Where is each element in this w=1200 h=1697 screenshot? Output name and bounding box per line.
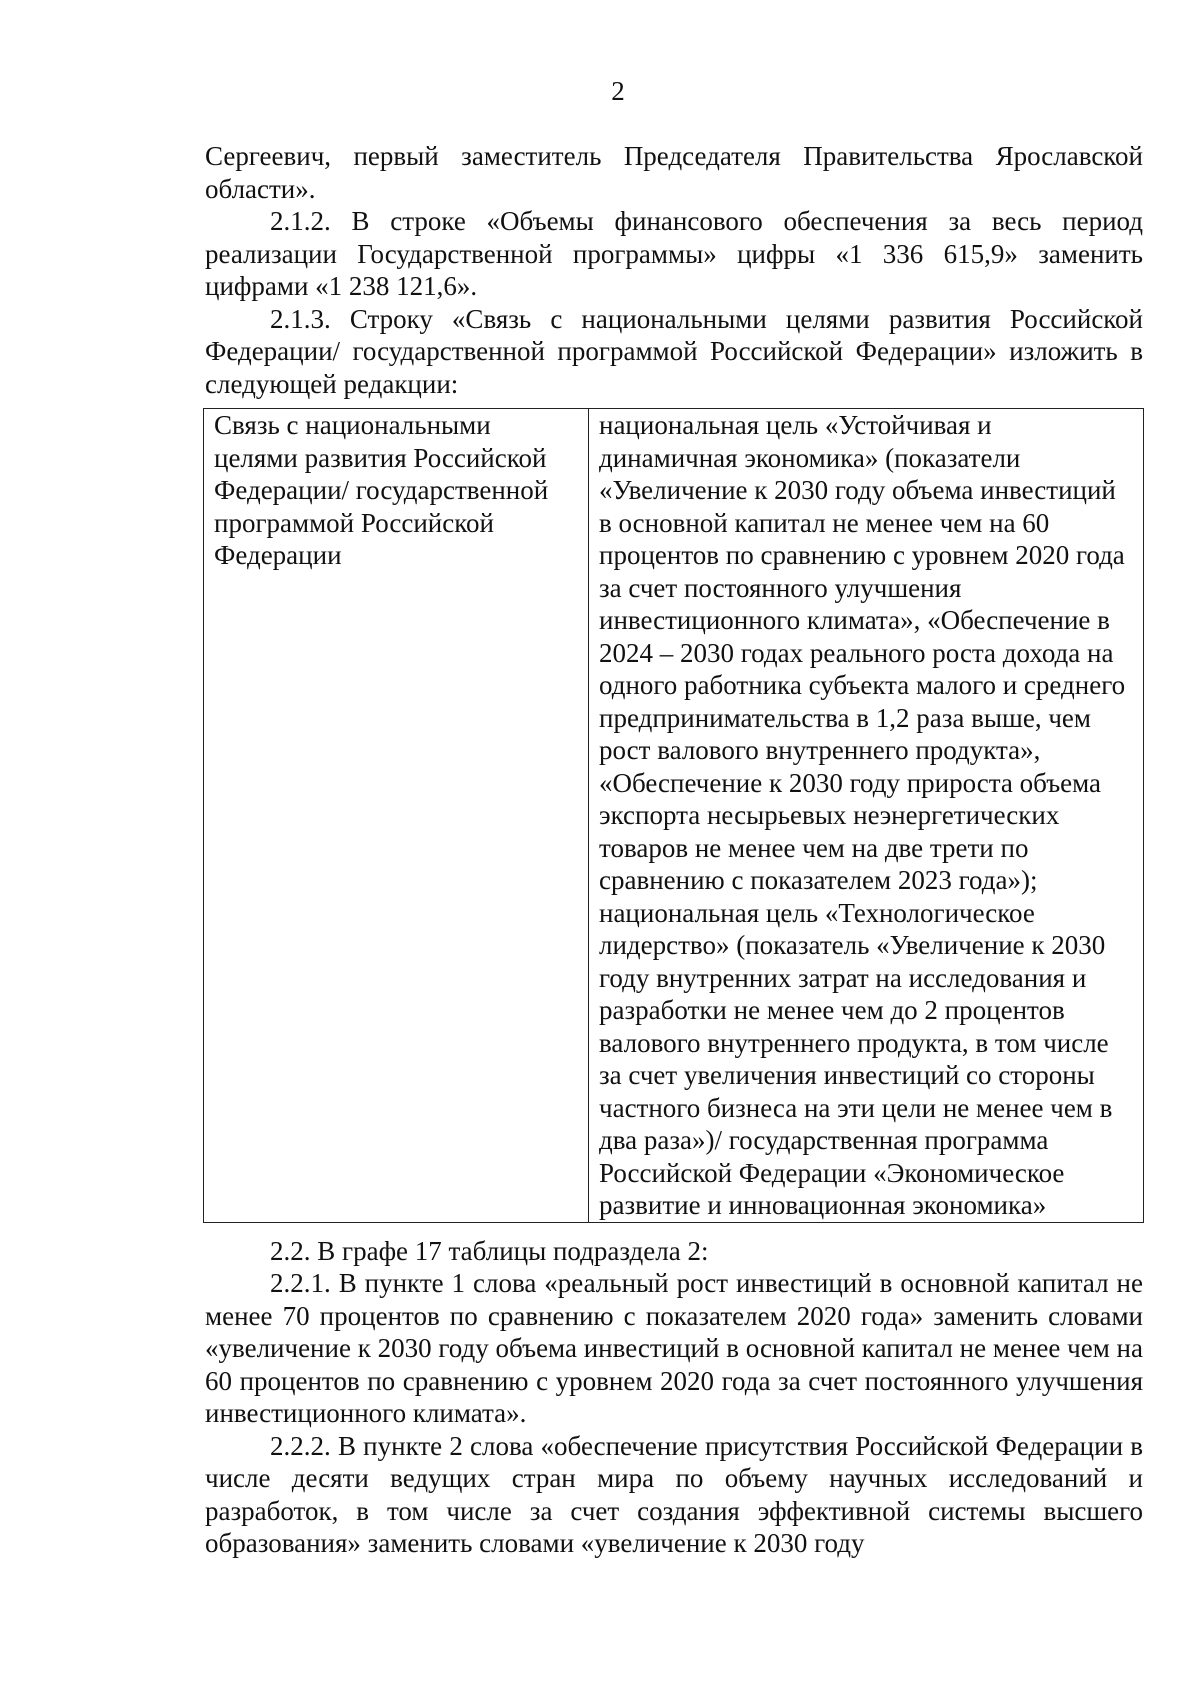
- table-row: [204, 409, 1144, 1223]
- paragraph-2-1-2: 2.1.2. В строке «Объемы финансового обеспечения за весь период реализации Государственной программы» цифры «1 336 615,9» заменить цифрами «1 238 121,6».: [205, 206, 1143, 301]
- paragraph-2-2-2: 2.2.2. В пункте 2 слова «обеспечение присутствия Российской Федерации в числе десяти ведущих стран мира по объему научных исследований и разработок, в том числе за счет создания эффективной системы высшего образования» заменить словами «увеличение к 2030 году: [205, 1430, 1143, 1558]
- table-cell-value: национальная цель «Устойчивая и динамичная экономика» (показатели «Увеличение к 2030 году объема инвестиций в основной капитал не менее чем на 60 процентов по сравнению с уровнем 2020 года за счет постоянного улучшения инвестиционного климата», «Обеспечение в 2024 – 2030 годах реального роста дохода на одного работника субъекта малого и среднего предпринимательства в 1,2 раза выше, чем рост валового внутреннего продукта», «Обеспечение к 2030 году прироста объема экспорта несырьевых неэнергетических товаров не менее чем на две трети по сравнению с показателем 2023 года»); национальная цель «Технологическое лидерство» (показатель «Увеличение к 2030 году внутренних затрат на исследования и разработки не менее чем до 2 процентов валового внутреннего продукта, в том числе за счет увеличения инвестиций со стороны частного бизнеса на эти цели не менее чем в два раза»)/ государственная программа Российской Федерации «Экономическое развитие и инновационная экономика»: [589, 409, 1144, 1223]
- table-cell-label: Связь с национальными целями развития Российской Федерации/ государственной программой Российской Федерации: [204, 409, 589, 1223]
- amendment-table: [203, 408, 1144, 1223]
- paragraph-2-2: 2.2. В графе 17 таблицы подраздела 2:: [270, 1235, 709, 1266]
- document-body: [205, 140, 1143, 1560]
- paragraph-2-2-1: 2.2.1. В пункте 1 слова «реальный рост инвестиций в основной капитал не менее 70 процентов по сравнению с показателем 2020 года» заменить словами «увеличение к 2030 году объема инвестиций в основной капитал не менее чем на 60 процентов по сравнению с уровнем 2020 года за счет постоянного улучшения инвестиционного климата».: [205, 1268, 1143, 1428]
- paragraph-2-1-3: 2.1.3. Строку «Связь с национальными целями развития Российской Федерации/ государственной программой Российской Федерации» изложить в следующей редакции:: [205, 303, 1143, 399]
- page-number: 2: [611, 76, 625, 106]
- paragraph-continuation: Сергеевич, первый заместитель Председателя Правительства Ярославской области».: [205, 141, 1143, 204]
